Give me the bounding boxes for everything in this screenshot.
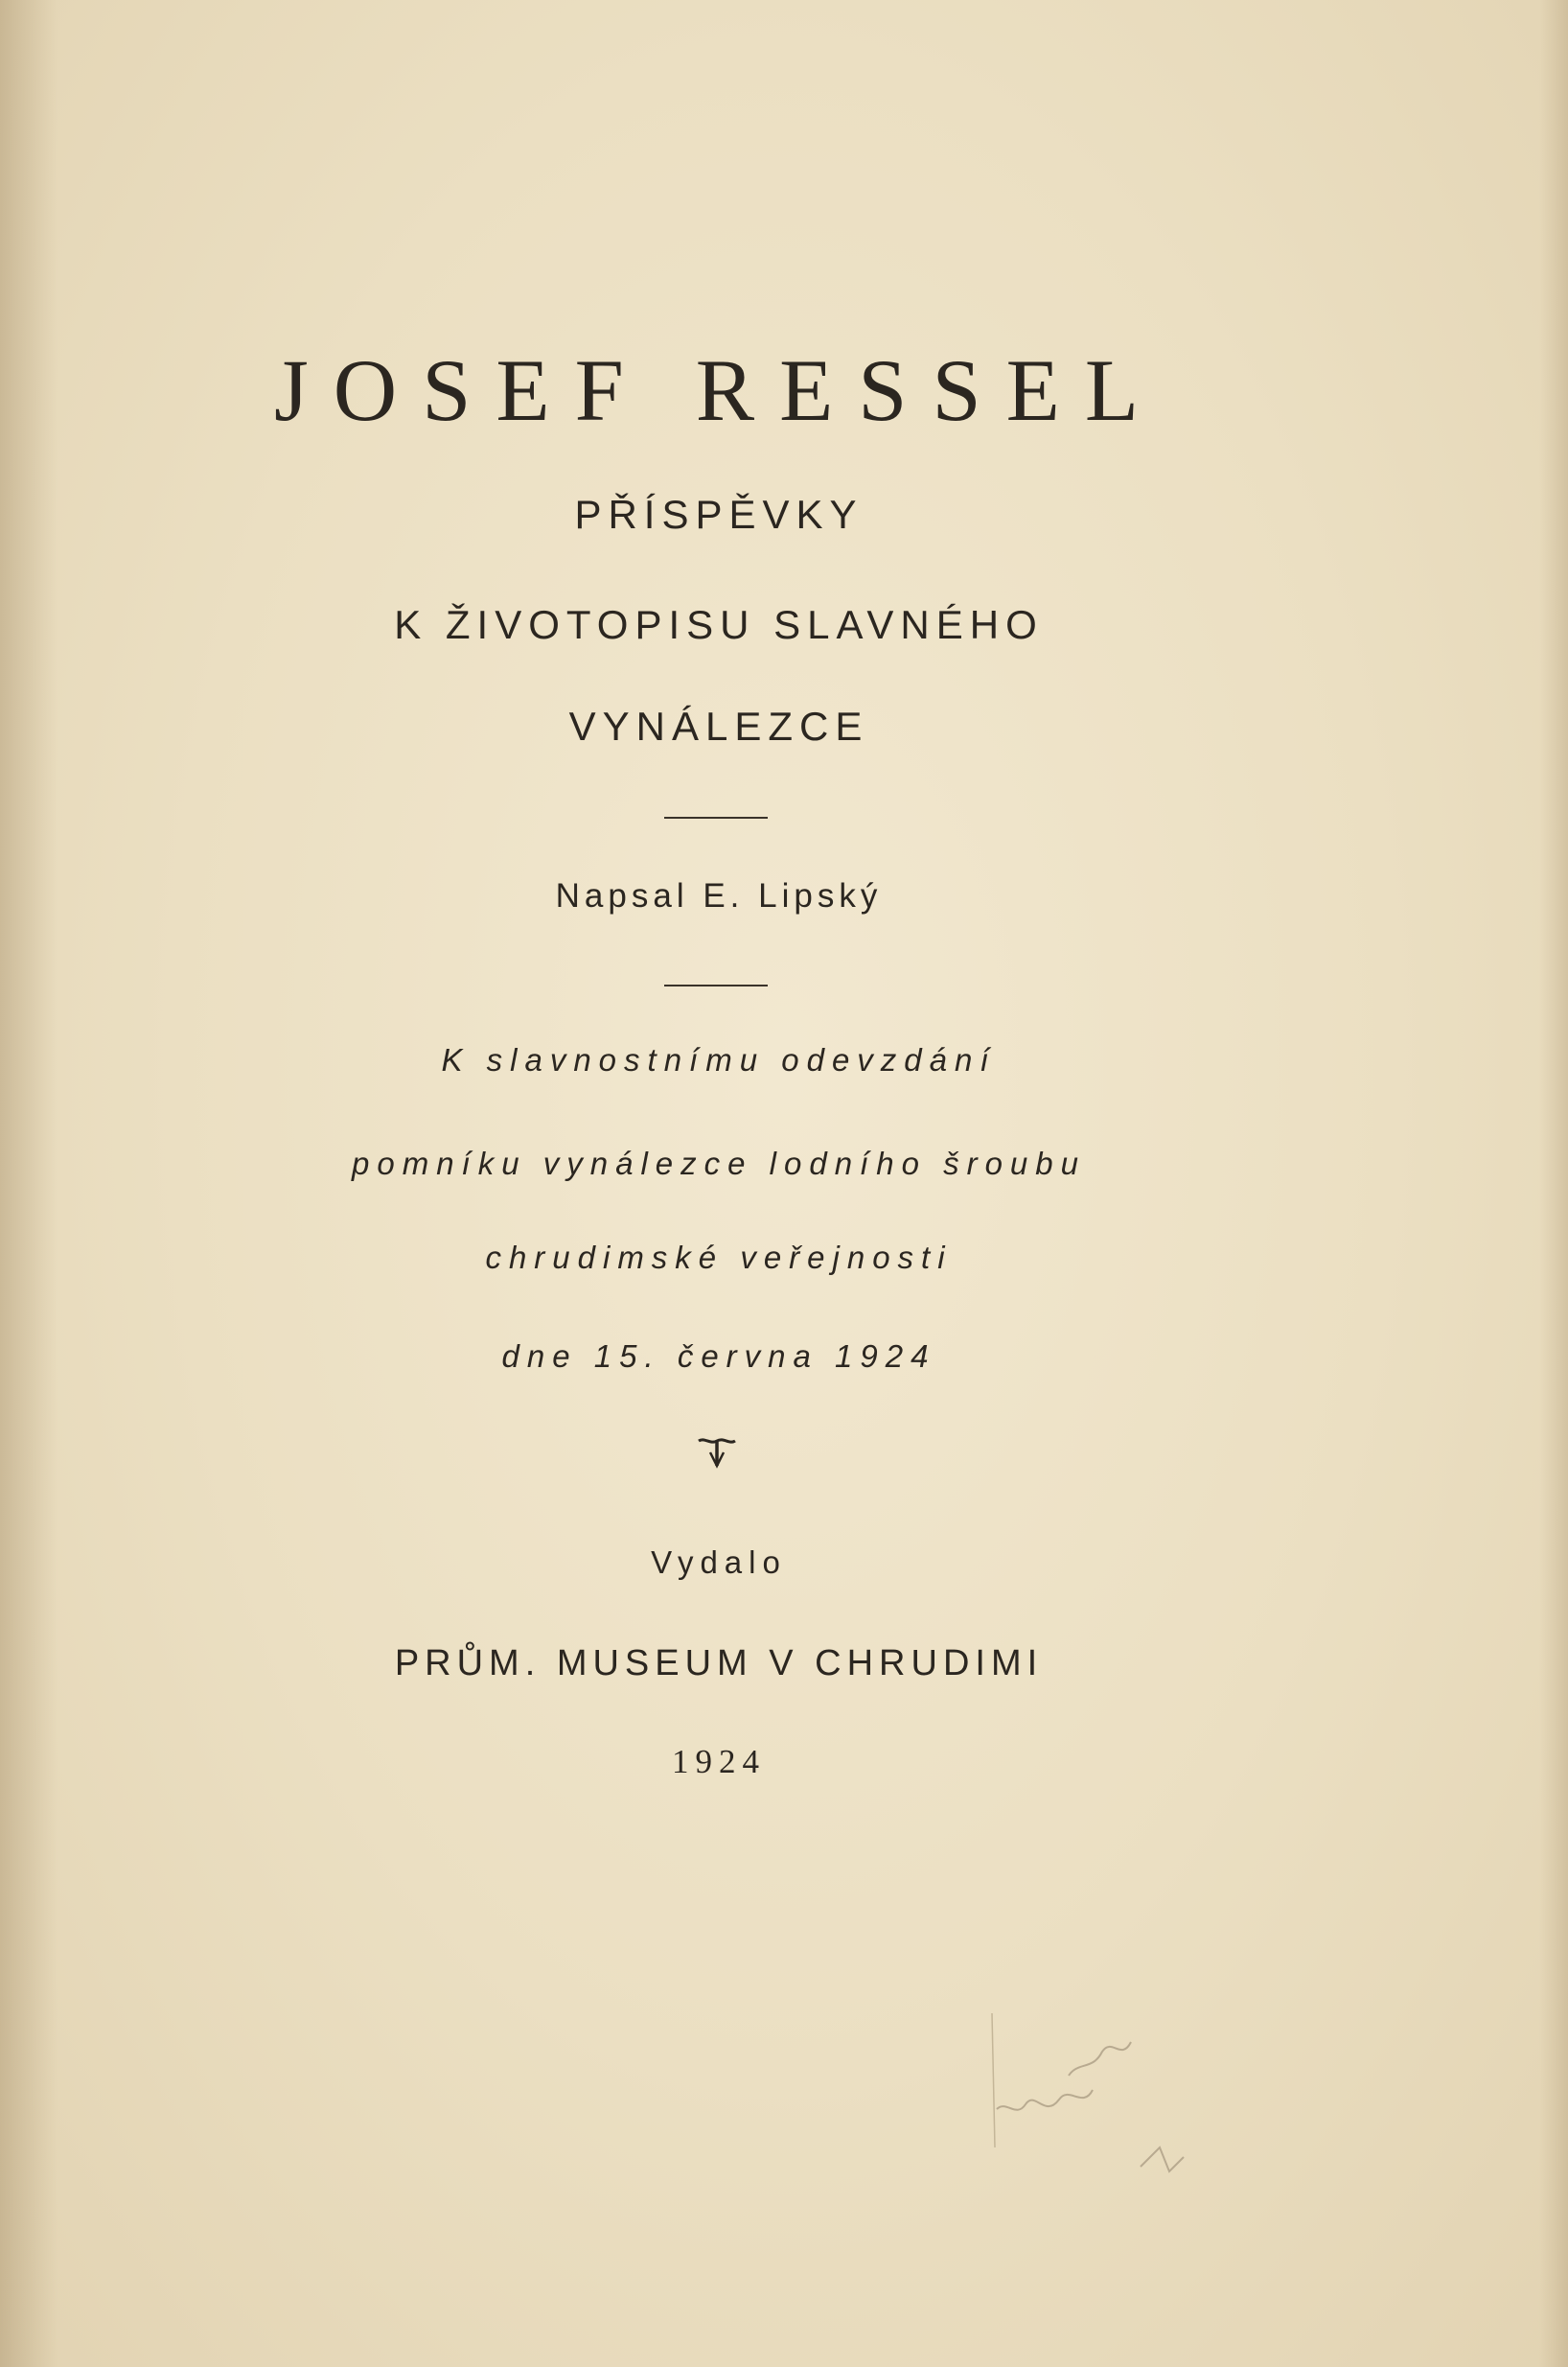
divider-rule-bottom	[664, 985, 768, 986]
divider-rule-top	[664, 817, 768, 819]
dedication-line-3: chrudimské veřejnosti	[485, 1240, 953, 1275]
publisher-name: PRŮM. MUSEUM V CHRUDIMI	[394, 1643, 1044, 1683]
book-title: JOSEF RESSEL	[273, 341, 1164, 439]
printer-mark-icon	[693, 1433, 741, 1472]
publisher-label: Vydalo	[651, 1544, 787, 1580]
pencil-annotation	[978, 1994, 1227, 2215]
dedication-line-1: K slavnostnímu odevzdání	[441, 1042, 997, 1078]
dedication-line-2: pomníku vynálezce lodního šroubu	[352, 1146, 1086, 1181]
publication-year: 1924	[672, 1743, 766, 1780]
page-edge-shadow	[1539, 0, 1568, 2367]
author-line: Napsal E. Lipský	[555, 877, 883, 915]
subtitle-line-1: PŘÍSPĚVKY	[574, 492, 864, 537]
subtitle-line-3: VYNÁLEZCE	[568, 704, 869, 749]
subtitle-line-2: K ŽIVOTOPISU SLAVNÉHO	[394, 602, 1044, 647]
dedication-line-4: dne 15. června 1924	[501, 1338, 936, 1374]
